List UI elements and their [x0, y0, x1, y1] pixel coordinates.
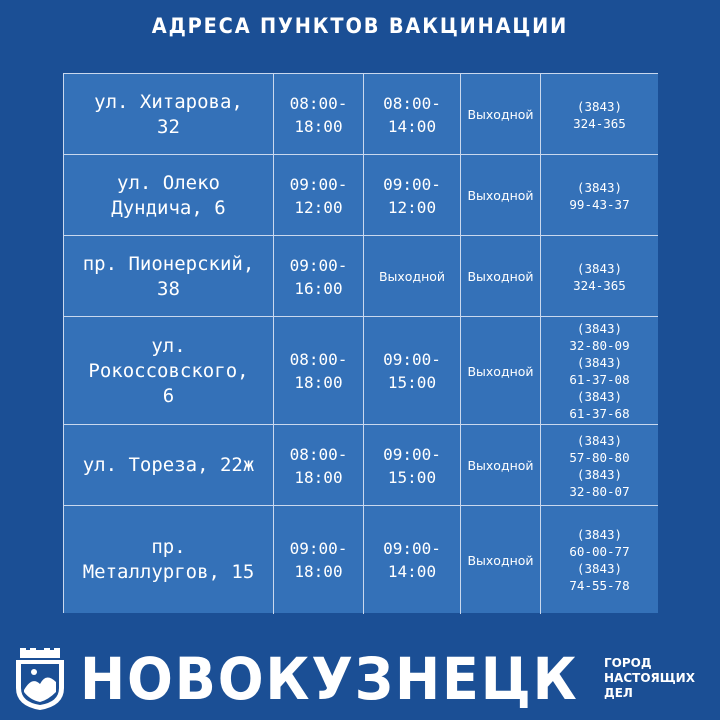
weekday-hours-cell: 08:00- 18:00 [274, 74, 364, 155]
saturday-hours-cell: 09:00- 12:00 [364, 155, 461, 236]
table-row [64, 424, 658, 506]
saturday-hours-cell: 09:00- 14:00 [364, 506, 461, 614]
table-row [64, 73, 658, 155]
weekday-hours-cell: 08:00- 18:00 [274, 425, 364, 506]
weekday-hours-cell: 09:00- 12:00 [274, 155, 364, 236]
sunday-hours-cell: Выходной [461, 74, 541, 155]
address-cell: ул. Тореза, 22ж [64, 425, 274, 506]
address-cell: ул. Хитарова, 32 [64, 74, 274, 155]
table-row [64, 154, 658, 236]
weekday-hours-cell: 09:00- 18:00 [274, 506, 364, 614]
saturday-hours-cell: Выходной [364, 236, 461, 317]
page-title: АДРЕСА ПУНКТОВ ВАКЦИНАЦИИ [151, 14, 569, 38]
weekday-hours-cell: 08:00- 18:00 [274, 317, 364, 425]
sunday-hours-cell: Выходной [461, 155, 541, 236]
slogan-line: НАСТОЯЩИХ [604, 671, 695, 685]
slogan-line: ГОРОД [604, 656, 652, 670]
city-logo-text: НОВОКУЗНЕЦК [80, 645, 579, 713]
address-cell: пр. Металлургов, 15 [64, 506, 274, 614]
saturday-hours-cell: 09:00- 15:00 [364, 317, 461, 425]
phone-cell: (3843) 60-00-77 (3843) 74-55-78 [569, 527, 630, 593]
phone-cell: (3843) 99-43-37 [569, 179, 630, 212]
phone-cell: (3843) 32-80-09 (3843) 61-37-08 (3843) 61-37-68 [569, 321, 630, 421]
city-emblem-icon [12, 648, 68, 712]
sunday-hours-cell: Выходной [461, 506, 541, 614]
table-row [64, 235, 658, 317]
weekday-hours-cell: 09:00- 16:00 [274, 236, 364, 317]
saturday-hours-cell: 09:00- 15:00 [364, 425, 461, 506]
address-cell: ул. Рокоссовского, 6 [64, 317, 274, 425]
table-row [64, 505, 658, 614]
vaccination-points-table [63, 73, 658, 613]
slogan-line: ДЕЛ [604, 686, 633, 700]
address-cell: ул. Олеко Дундича, 6 [64, 155, 274, 236]
saturday-hours-cell: 08:00- 14:00 [364, 74, 461, 155]
table-row [64, 316, 658, 425]
sunday-hours-cell: Выходной [461, 425, 541, 506]
phone-cell: (3843) 57-80-80 (3843) 32-80-07 [569, 432, 630, 499]
city-slogan [604, 656, 695, 701]
address-cell: пр. Пионерский, 38 [64, 236, 274, 317]
sunday-hours-cell: Выходной [461, 317, 541, 425]
phone-cell: (3843) 324-365 [573, 260, 626, 293]
footer [0, 640, 720, 720]
phone-cell: (3843) 324-365 [573, 98, 626, 131]
sunday-hours-cell: Выходной [461, 236, 541, 317]
